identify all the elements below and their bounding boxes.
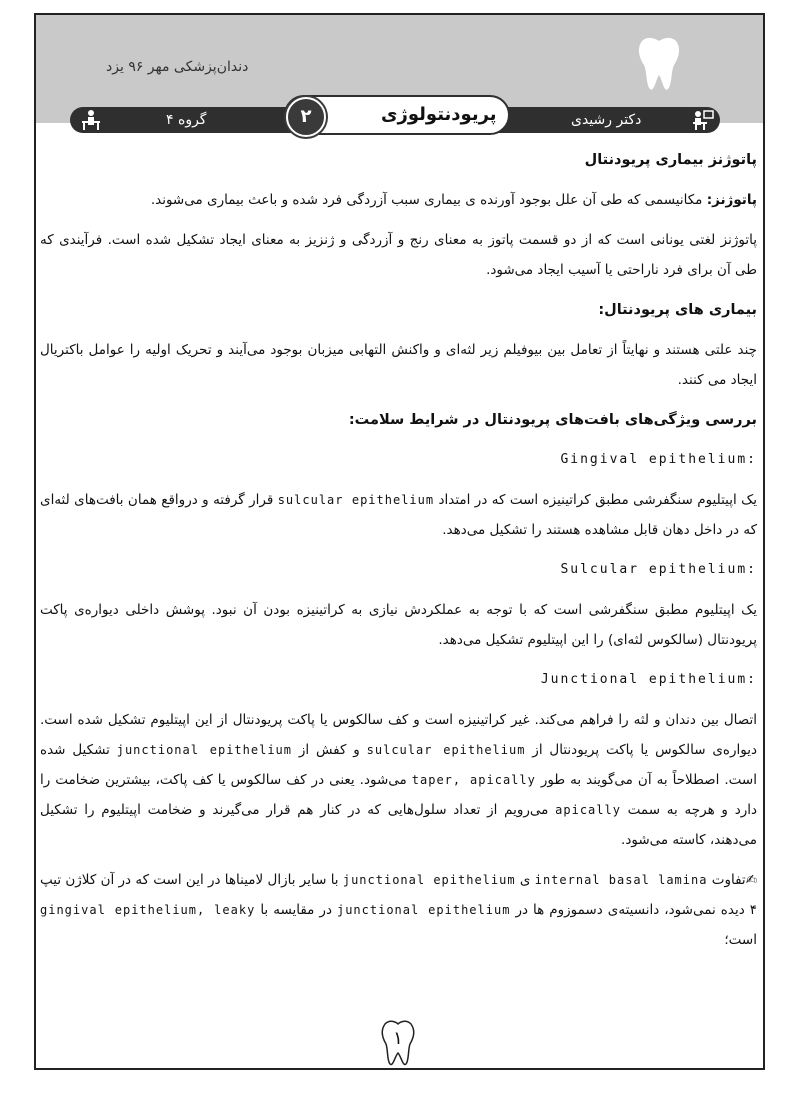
subheading-gingival: Gingival epithelium: (560, 452, 757, 467)
english-term: gingival epithelium, leaky (40, 903, 256, 917)
paragraph-gingival (40, 485, 757, 545)
english-term: sulcular epithelium (366, 743, 526, 757)
tooth-icon (636, 35, 682, 93)
text: تشکیل شده است. اصطلاحاً به آن می‌گویند به طور (40, 742, 757, 788)
english-term: sulcular epithelium (277, 493, 435, 507)
heading-healthy-tissues: بررسی ویژگی‌های بافت‌های پریودنتال در شرایط سلامت: (348, 412, 757, 428)
text: می‌شود. یعنی در کف سالکوس یا کف پاکت، بیشترین ضخامت را دارد و هرچه به سمت (40, 772, 757, 818)
text: اتصال بین دندان و لثه را فراهم می‌کند. غیر کراتینیزه است و کف سالکوس یا پاکت پریودنتال از این اپیتلیوم تشکیل شده است. دیواره‌ی سالکوس یا پاکت پریودنتال از (40, 712, 758, 758)
session-number: ۲ (286, 97, 326, 137)
teacher-label: دکتر رشیدی (571, 112, 642, 128)
content (40, 145, 757, 965)
term-label: پاتوژنز: (706, 192, 757, 208)
english-term: taper, apically (411, 773, 536, 787)
teacher-desk-icon (80, 109, 102, 131)
page-number: ۱ (393, 1028, 403, 1049)
definition-text: مکانیسمی که طی آن علل بوجود آورنده ی بیماری سبب آزردگی فرد شده و باعث بیماری می‌شوند. (150, 192, 707, 208)
heading-periodontal-diseases: بیماری های پریودنتال: (598, 302, 757, 318)
heading-pathogenesis: پاتوژنز بیماری پریودنتال (584, 152, 757, 168)
text: قرار گرفته و درواقع همان بافت‌های لثه‌ای که در داخل دهان قابل مشاهده هستند را تشکیل می‌دهد. (40, 492, 757, 538)
text: می‌رویم از تعداد سلول‌هایی که در کنار هم قرار می‌گیرند و ضخامت اپیتلیوم را تشکیل می‌دهند، کاسته می‌شود. (40, 802, 757, 848)
english-term: junctional epithelium (116, 743, 292, 757)
paragraph-junctional (40, 705, 757, 855)
text: با سایر بازال لامیناها در این است که در آن کلاژن تیپ ۴ دیده نمی‌شود، دانسیته‌ی دسموزوم ها در (39, 872, 758, 918)
text: و کفش از (292, 742, 367, 758)
teacher-board-icon (692, 109, 714, 131)
english-term: junctional epithelium (336, 903, 511, 917)
paragraph-definition (40, 185, 757, 215)
note-icon: ✍ (745, 872, 757, 888)
paragraph-sulcular: یک اپیتلیوم مطبق سنگفرشی است که با توجه به عملکردش نیازی به کراتینیزه بودن آن نبود. پوشش داخلی دیواره‌ی پاکت پریودنتال (سالکوس لثه‌ای) را این اپیتلیوم تشکیل می‌دهد. (40, 602, 757, 648)
paragraph-basal-lamina (40, 865, 757, 955)
text: تفاوت (707, 872, 746, 888)
page-frame (34, 13, 765, 1070)
page-title: پریودنتولوژی (381, 104, 497, 125)
text: است؛ (724, 932, 757, 948)
subheading-sulcular: Sulcular epithelium: (560, 562, 757, 577)
english-term: internal basal lamina (534, 873, 708, 887)
college-label: دندان‌پزشکی مهر ۹۶ یزد (106, 59, 249, 75)
text: ی (515, 872, 535, 888)
paragraph-multifactorial: چند علتی هستند و نهایتاً از تعامل بین بیوفیلم زیر لثه‌ای و واکنش التهابی میزبان بوجود می‌آیند و تحریک اولیه را عوامل باکتریال ایجاد می کنند. (40, 342, 757, 388)
page-header (36, 15, 763, 128)
subheading-junctional: Junctional epithelium: (540, 672, 757, 687)
english-term: apically (555, 803, 621, 817)
text: یک اپیتلیوم سنگفرشی مطبق کراتینیزه است که در امتداد (434, 492, 757, 508)
group-label: گروه ۴ (166, 112, 207, 128)
footer-tooth-icon (380, 1019, 416, 1067)
text: در مقایسه با (255, 902, 337, 918)
paragraph-etymology: پاتوژنز لغتی یونانی است که از دو قسمت پاتوز به معنای رنج و آزردگی و ژنزیز به معنای ایجاد تشکیل شده است. فرآیندی که طی آن برای فرد ناراحتی یا آسیب ایجاد می‌شود. (40, 232, 757, 278)
english-term: junctional epithelium (342, 873, 516, 887)
